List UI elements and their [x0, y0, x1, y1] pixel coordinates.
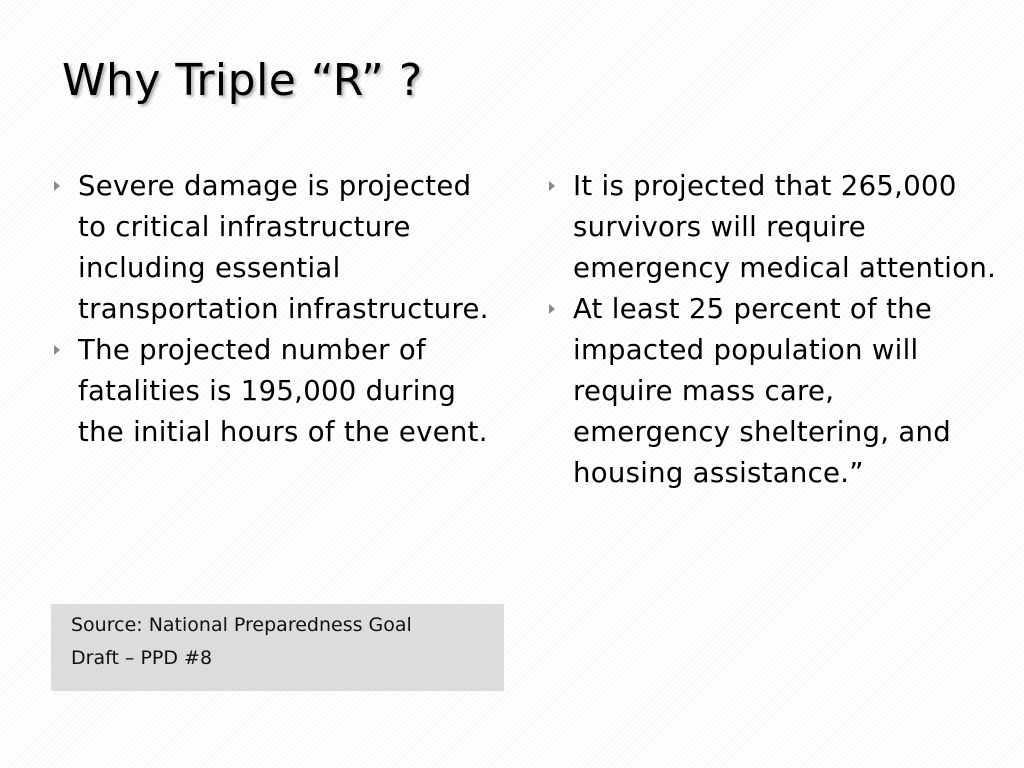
slide-title: Why Triple “R” ? — [62, 55, 423, 106]
triangle-right-icon — [549, 181, 555, 191]
triangle-right-icon — [54, 181, 60, 191]
bullet-item — [52, 330, 502, 453]
bullet-text: Severe damage is projected to critical infrastructure including essential transportation infrastructure. — [78, 170, 489, 325]
bullet-item — [52, 166, 502, 330]
triangle-right-icon — [54, 345, 60, 355]
right-bullet-list — [547, 166, 997, 494]
bullet-item — [547, 289, 997, 494]
left-bullet-list — [52, 166, 502, 453]
bullet-text: It is projected that 265,000 survivors will require emergency medical attention. — [573, 170, 997, 284]
source-line: Source: National Preparedness Goal — [71, 614, 412, 636]
source-line: Draft – PPD #8 — [71, 647, 213, 669]
bullet-item — [547, 166, 997, 289]
triangle-right-icon — [549, 304, 555, 314]
source-note — [51, 604, 504, 691]
bullet-text: The projected number of fatalities is 195,000 during the initial hours of the event. — [78, 334, 488, 448]
bullet-text: At least 25 percent of the impacted population will require mass care, emergency sheltering, and housing assistance.” — [573, 293, 951, 489]
